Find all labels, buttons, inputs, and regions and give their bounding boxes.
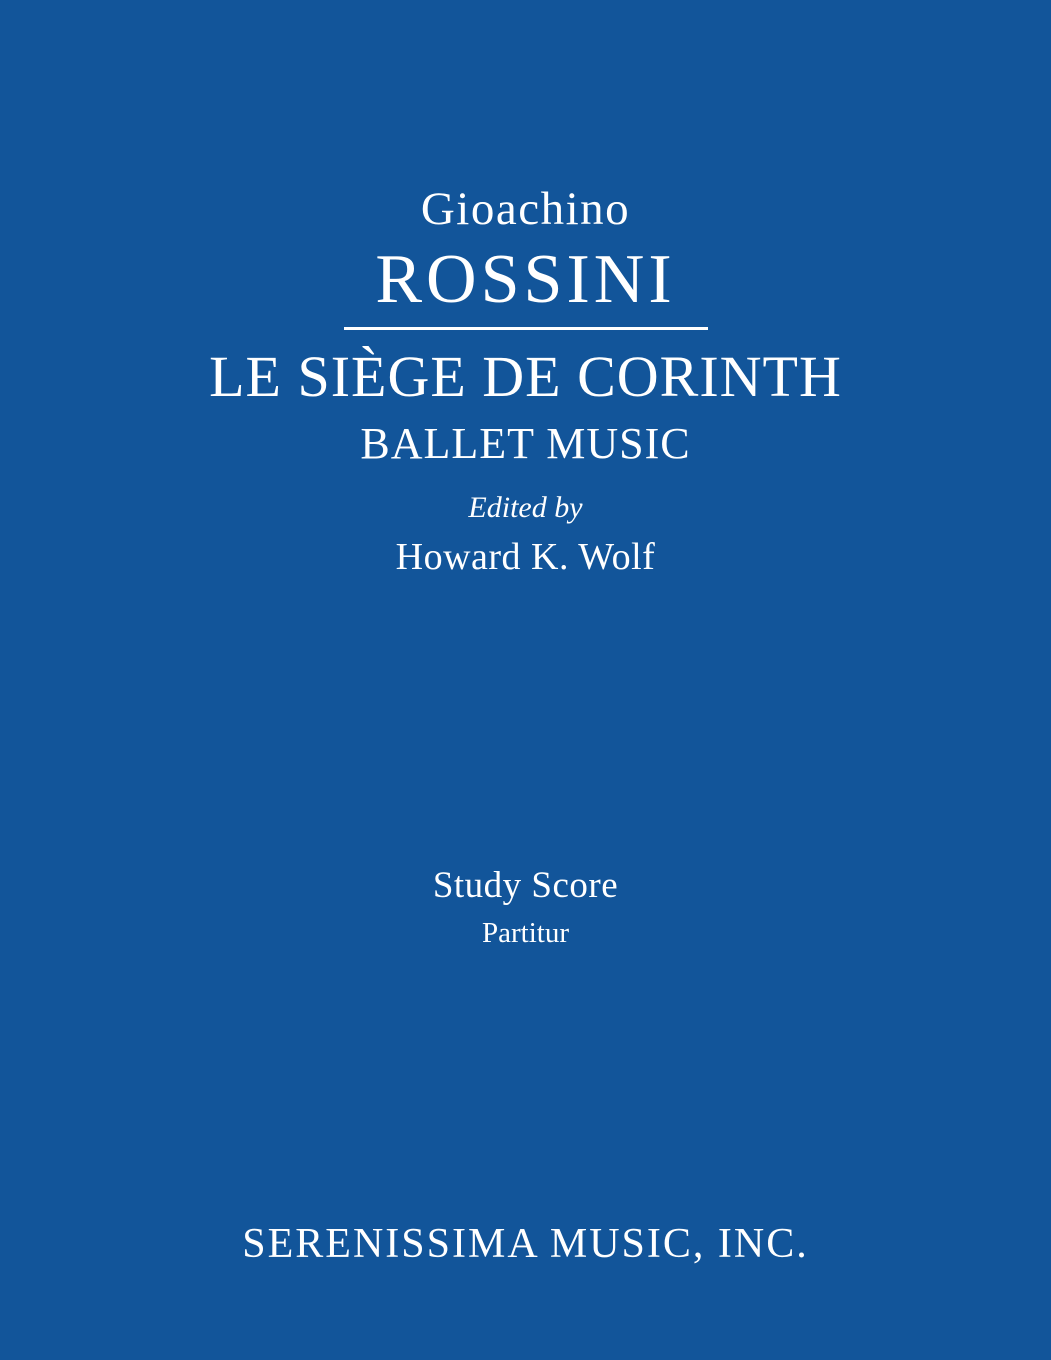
composer-last-name: ROSSINI [375, 241, 676, 319]
edited-by-label: Edited by [468, 491, 583, 525]
title-block [0, 185, 1051, 579]
score-type-block [0, 864, 1051, 950]
title-divider-rule [344, 327, 708, 330]
score-type: Study Score [432, 865, 619, 907]
editor-name: Howard K. Wolf [395, 536, 656, 579]
publisher-name: SERENISSIMA MUSIC, INC. [242, 1221, 809, 1267]
work-title: LE SIÈGE DE CORINTH [209, 343, 842, 409]
score-type-alternate-language: Partitur [482, 917, 569, 950]
composer-first-name: Gioachino [420, 183, 631, 235]
work-subtitle: BALLET MUSIC [360, 418, 691, 468]
